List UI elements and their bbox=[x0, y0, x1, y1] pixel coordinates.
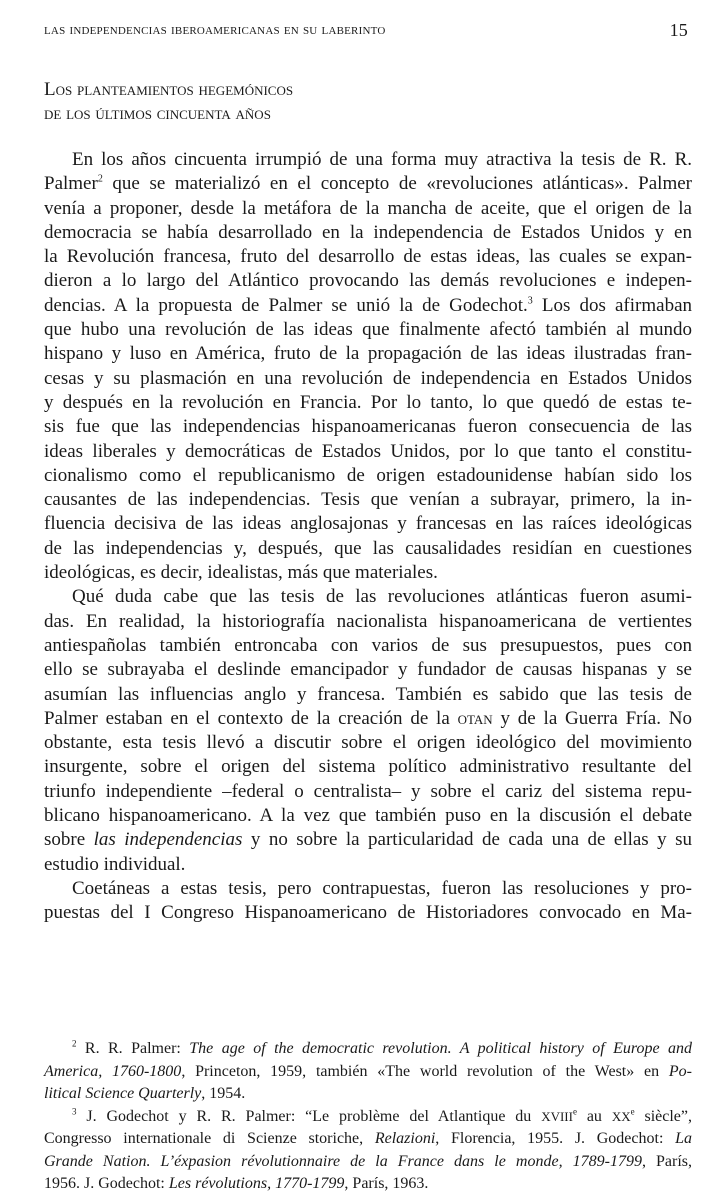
body-text bbox=[44, 148, 692, 926]
text-line: cesas y su plasmación en una revolución de independencia en Estados Unidos bbox=[44, 367, 692, 389]
text-line: ello se subrayaba el deslinde emancipador y fundador de causas hispanas y se bbox=[44, 659, 692, 681]
italic-run: litical Science Quarterly bbox=[44, 1085, 202, 1102]
ordinal-suffix: e bbox=[630, 1106, 635, 1117]
footnote-line bbox=[44, 1038, 692, 1061]
text-line: sis fue que las independencias hispanoamericanas fueron consecuencia de las bbox=[44, 416, 692, 438]
running-head bbox=[44, 18, 688, 42]
text-line: hispano y luso en América, fruto de la propagación de las ideas ilustradas fran- bbox=[44, 343, 692, 365]
footnote-number: 2 bbox=[72, 1038, 77, 1049]
footnote-ref-2[interactable]: 2 bbox=[97, 173, 103, 185]
footnote-ref-3[interactable]: 3 bbox=[527, 295, 533, 307]
italic-run: Grande Nation. L’éxpasion révolutionnaire de la France dans le monde, 1789-1799 bbox=[44, 1152, 642, 1170]
text-line: fluencia decisiva de las ideas anglosajonas y francesas en las raíces ideológicas bbox=[44, 513, 692, 535]
text-line: ideológicas, es decir, idealistas, más que materiales. bbox=[44, 562, 438, 584]
text-line: causantes de las independencias. Tesis que venían a subrayar, primero, la in- bbox=[44, 489, 692, 511]
text-line bbox=[44, 294, 692, 318]
text-line: y después en la revolución en Francia. Por lo tanto, lo que quedó de estas te- bbox=[44, 391, 692, 413]
text-run: sobre bbox=[44, 829, 94, 851]
footnote-line bbox=[44, 1083, 692, 1106]
footnote-line bbox=[44, 1106, 692, 1129]
text-run: R. R. Palmer: bbox=[76, 1040, 190, 1057]
section-heading bbox=[44, 78, 684, 126]
text-run: au bbox=[576, 1107, 612, 1125]
text-line: blicano hispanoamericano. A la vez que también puso en la discusión el debate bbox=[44, 805, 692, 827]
footnote-line bbox=[44, 1173, 692, 1196]
roman-numeral: XX bbox=[611, 1108, 631, 1124]
roman-numeral: XVIII bbox=[541, 1108, 573, 1124]
text-line: obstante, esta tesis llevó a discutir sobre el origen ideológico del movimiento bbox=[44, 732, 692, 754]
text-run: , París, 1963. bbox=[344, 1175, 429, 1192]
text-line: estudio individual. bbox=[44, 853, 186, 875]
italic-run: America, 1760-1800 bbox=[44, 1062, 182, 1080]
text-run: , París, bbox=[641, 1152, 693, 1170]
text-line: En los años cincuenta irrumpió de una forma muy atractiva la tesis de R. R. bbox=[72, 149, 692, 170]
text-run: y no sobre la particularidad de cada una de ellas y su bbox=[242, 829, 692, 851]
footnote-line bbox=[44, 1151, 692, 1174]
running-head-title: las independencias iberoamericanas en su laberinto bbox=[44, 21, 386, 38]
section-heading-line-1: Los planteamientos hegemónicos bbox=[44, 79, 294, 100]
text-line: triunfo independiente –federal o centralista– y sobre el cariz del sistema repu- bbox=[44, 780, 692, 802]
text-line: dieron a lo largo del Atlántico provocando las demás revoluciones e indepen- bbox=[44, 270, 692, 292]
footnote-line bbox=[44, 1128, 692, 1151]
text-run: J. Godechot y R. R. Palmer: “Le problème del Atlantique du bbox=[76, 1107, 542, 1125]
text-run: dencias. A la propuesta de Palmer se unió la de Godechot. bbox=[44, 294, 528, 316]
text-line: la Revolución francesa, fruto del desarrollo de estas ideas, las cuales se expan- bbox=[44, 246, 692, 268]
text-line: das. En realidad, la historiografía nacionalista hispanoamericana de vertientes bbox=[44, 610, 692, 632]
text-run: , 1954. bbox=[201, 1085, 246, 1102]
text-run: Congresso internationale di Scienze storiche, bbox=[44, 1130, 375, 1147]
text-run: y de la Guerra Fría. No bbox=[492, 707, 692, 729]
text-line: antiespañolas también entroncaba con varios de sus presupuestos, pues con bbox=[44, 634, 692, 656]
footnotes bbox=[44, 1038, 692, 1196]
acronym: otan bbox=[457, 707, 493, 729]
text-run: Palmer bbox=[44, 173, 98, 195]
italic-run: las independencias bbox=[93, 829, 243, 851]
text-line: venía a proponer, desde la metáfora de la mancha de aceite, que el origen de la bbox=[44, 197, 692, 219]
footnote-number: 3 bbox=[72, 1106, 77, 1117]
italic-run: Relazioni bbox=[374, 1130, 436, 1147]
paragraph-2 bbox=[44, 585, 692, 877]
text-line: ideas liberales y democráticas de Estados Unidos, por lo que tanto el constitu- bbox=[44, 440, 692, 462]
text-run: Palmer estaban en el contexto de la creación de la bbox=[44, 707, 458, 729]
paragraph-3 bbox=[44, 877, 692, 926]
italic-run: Po- bbox=[668, 1062, 693, 1080]
footnote-line bbox=[44, 1061, 692, 1084]
text-line: puestas del I Congreso Hispanoamericano de Historiadores convocado en Ma- bbox=[44, 902, 692, 924]
text-line bbox=[44, 172, 692, 196]
footnote-2 bbox=[44, 1038, 692, 1106]
text-run: que se materializó en el concepto de «revoluciones atlánticas». Palmer bbox=[102, 173, 692, 195]
footnote-3 bbox=[44, 1106, 692, 1196]
ordinal-suffix: e bbox=[572, 1106, 577, 1117]
text-line: de las independencias y, después, que las causalidades residían en cuestiones bbox=[44, 537, 692, 559]
text-line: asumían las influencias anglo y francesa. También es sabido que las tesis de bbox=[44, 683, 692, 705]
text-line bbox=[44, 828, 692, 852]
text-line: cionalismo como el republicanismo de origen estadounidense habían sido los bbox=[44, 464, 692, 486]
italic-run: Les révolutions, 1770-1799 bbox=[168, 1175, 345, 1192]
text-line: Coetáneas a estas tesis, pero contrapuestas, fueron las resoluciones y pro- bbox=[72, 877, 692, 899]
text-line: democracia se había desarrollado en la independencia de Estados Unidos y en bbox=[44, 221, 692, 243]
text-run: siècle”, bbox=[634, 1107, 692, 1125]
page-number: 15 bbox=[669, 20, 688, 40]
text-run: 1956. J. Godechot: bbox=[44, 1175, 169, 1192]
text-run: , Florencia, 1955. J. Godechot: bbox=[435, 1130, 676, 1147]
paragraph-1 bbox=[44, 148, 692, 585]
text-line: Qué duda cabe que las tesis de las revoluciones atlánticas fueron asumi- bbox=[72, 586, 692, 608]
section-heading-line-2: de los últimos cincuenta años bbox=[44, 103, 271, 124]
italic-run: La bbox=[675, 1130, 693, 1147]
italic-run: The age of the democratic revolution. A political history of Europe and bbox=[189, 1040, 693, 1057]
text-line bbox=[44, 707, 692, 731]
text-run: , Princeton, 1959, también «The world revolution of the West» en bbox=[181, 1062, 669, 1080]
text-run: Los dos afirmaban bbox=[532, 294, 692, 316]
text-line: que hubo una revolución de las ideas que finalmente afectó también al mundo bbox=[44, 319, 692, 341]
text-line: insurgente, sobre el origen del sistema político administrativo resultante del bbox=[44, 756, 692, 778]
